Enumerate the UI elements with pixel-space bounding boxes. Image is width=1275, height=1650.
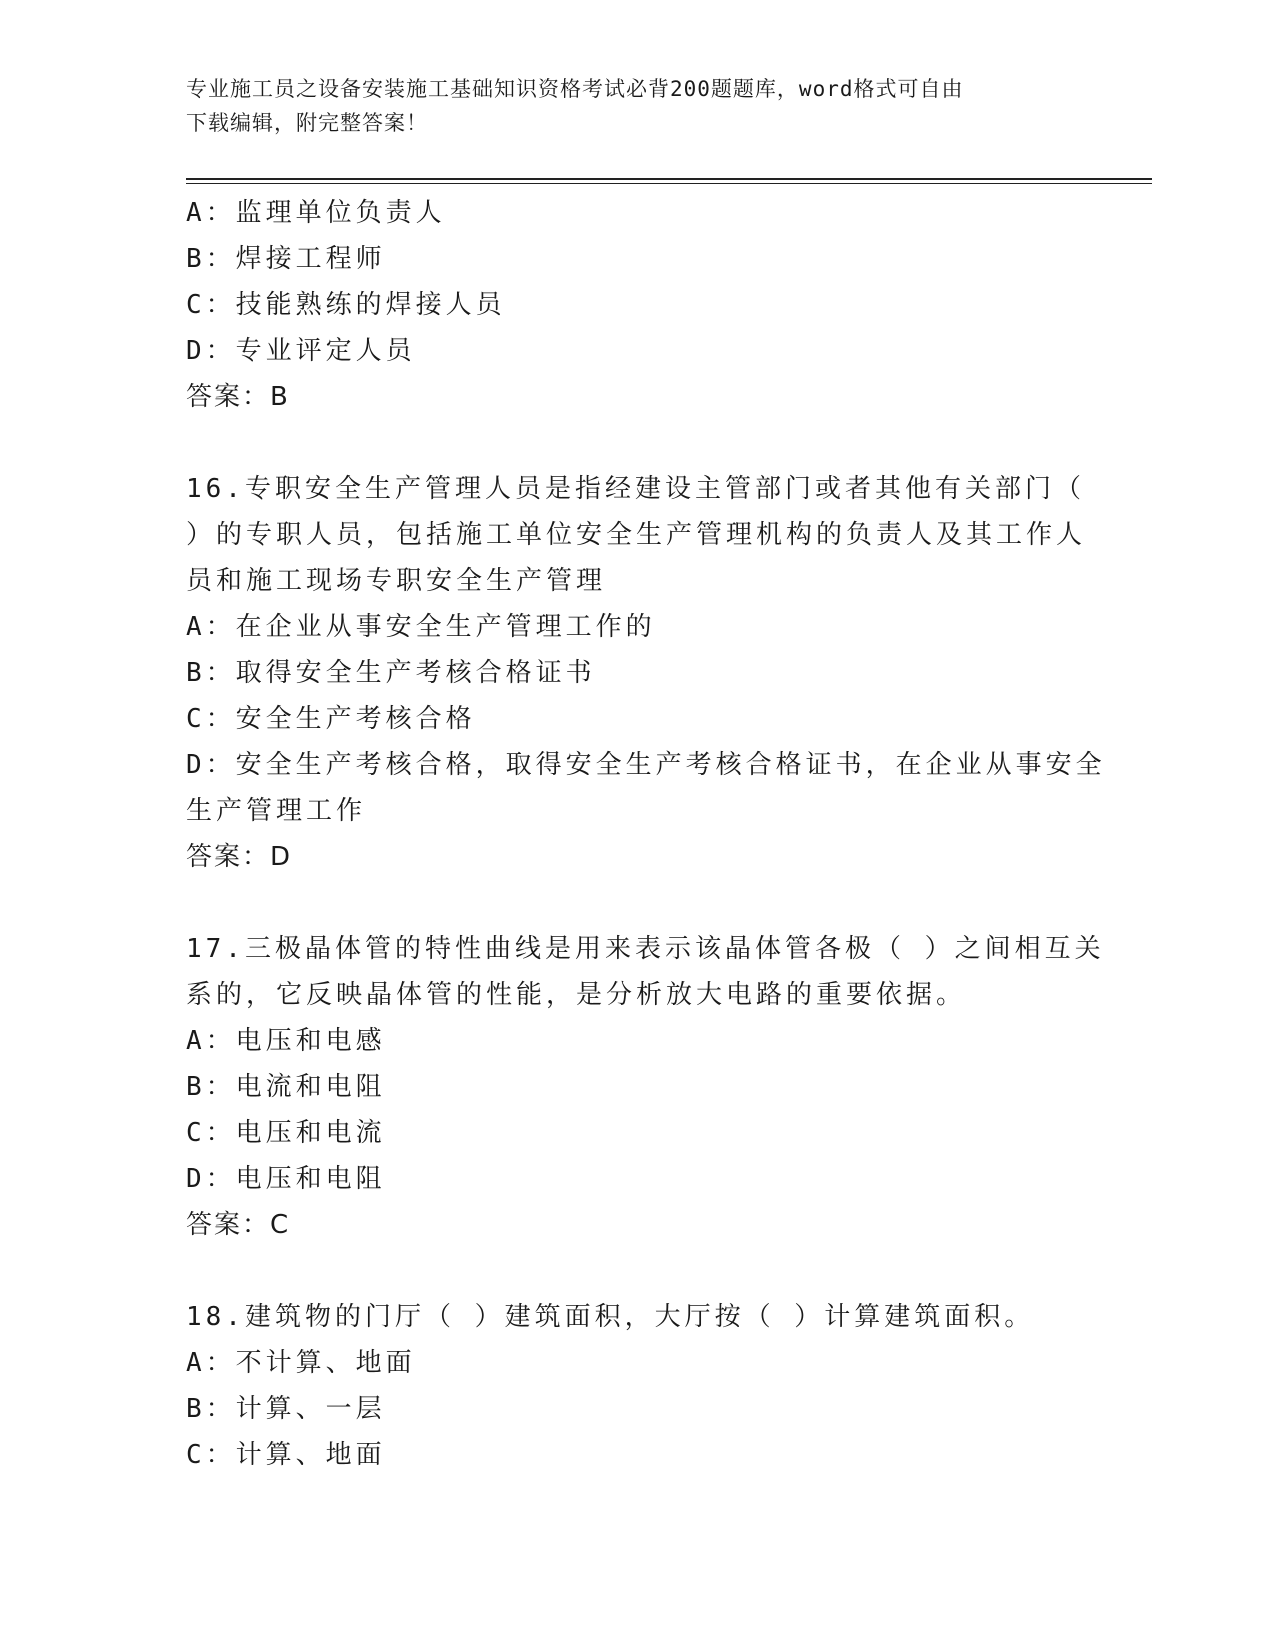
option-c: C：技能熟练的焊接人员 xyxy=(186,290,506,320)
question-content xyxy=(186,190,1106,1478)
question-15-options xyxy=(186,190,1086,420)
option-d-continued: 生产管理工作 xyxy=(186,796,367,826)
option-d: D：安全生产考核合格，取得安全生产考核合格证书，在企业从事安全 xyxy=(186,750,1106,780)
option-b: B：焊接工程师 xyxy=(186,244,386,274)
document-header xyxy=(186,72,1086,140)
header-line-2: 下载编辑，附完整答案！ xyxy=(186,111,428,135)
option-b: B：取得安全生产考核合格证书 xyxy=(186,658,596,688)
question-stem-line: 18.建筑物的门厅（ ）建筑面积，大厅按（ ）计算建筑面积。 xyxy=(186,1302,1035,1332)
question-stem-line: 员和施工现场专职安全生产管理 xyxy=(186,566,607,596)
header-divider-thick xyxy=(186,178,1152,180)
answer: 答案：B xyxy=(186,382,290,412)
option-a: A：电压和电感 xyxy=(186,1026,386,1056)
answer: 答案：C xyxy=(186,1210,291,1240)
option-d: D：电压和电阻 xyxy=(186,1164,386,1194)
header-divider-thin xyxy=(186,183,1152,184)
option-a: A：不计算、地面 xyxy=(186,1348,416,1378)
question-stem-line: 17.三极晶体管的特性曲线是用来表示该晶体管各极（ ）之间相互关 xyxy=(186,934,1105,964)
answer: 答案：D xyxy=(186,842,293,872)
option-c: C：安全生产考核合格 xyxy=(186,704,476,734)
option-a: A：在企业从事安全生产管理工作的 xyxy=(186,612,656,642)
option-d: D：专业评定人员 xyxy=(186,336,416,366)
question-18 xyxy=(186,1294,1086,1478)
question-stem-line: 16.专职安全生产管理人员是指经建设主管部门或者其他有关部门（ xyxy=(186,474,1085,504)
option-a: A：监理单位负责人 xyxy=(186,198,446,228)
question-16 xyxy=(186,466,1106,880)
question-17 xyxy=(186,926,1105,1248)
option-b: B：计算、一层 xyxy=(186,1394,386,1424)
question-stem-line: 系的，它反映晶体管的性能，是分析放大电路的重要依据。 xyxy=(186,980,967,1010)
option-c: C：电压和电流 xyxy=(186,1118,386,1148)
question-stem-line: ）的专职人员，包括施工单位安全生产管理机构的负责人及其工作人 xyxy=(186,520,1087,550)
option-b: B：电流和电阻 xyxy=(186,1072,386,1102)
header-line-1: 专业施工员之设备安装施工基础知识资格考试必背200题题库，word格式可自由 xyxy=(186,77,964,101)
option-c: C：计算、地面 xyxy=(186,1440,386,1470)
